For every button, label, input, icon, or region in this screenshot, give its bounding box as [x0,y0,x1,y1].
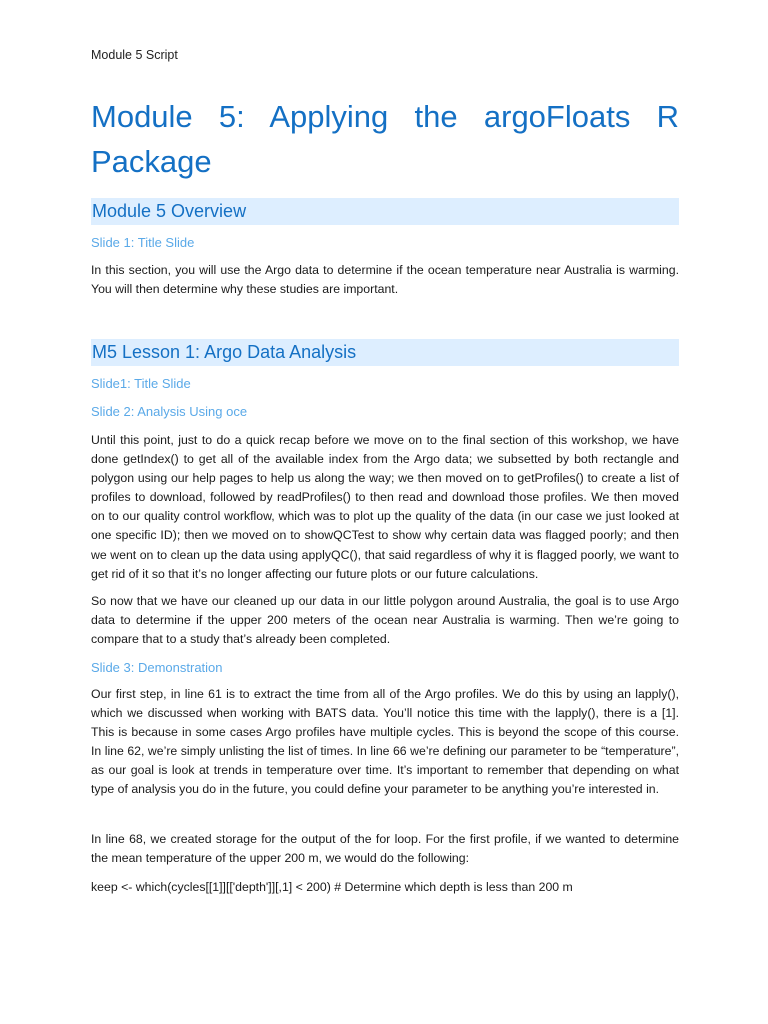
slide-heading-lesson1-slide2: Slide 2: Analysis Using oce [91,404,248,419]
slide-heading-overview-slide1: Slide 1: Title Slide [91,235,195,250]
lesson1-paragraph-storage: In line 68, we created storage for the output of the for loop. For the first profile, if we wanted to determine the mean temperature of the upper 200 m, we would do the following: [91,832,679,866]
lesson1-paragraph-goal: So now that we have our cleaned up our data in our little polygon around Australia, the goal is to use Argo data to determine if the upper 200 meters of the ocean near Australia is warming. Then we’re going to compare that to a study that’s already been completed. [91,594,679,647]
section-heading-overview: Module 5 Overview [91,198,679,225]
running-header: Module 5 Script [91,48,178,62]
slide-heading-lesson1-slide1: Slide1: Title Slide [91,376,191,391]
slide-heading-lesson1-slide3: Slide 3: Demonstration [91,660,223,675]
section-heading-lesson1: M5 Lesson 1: Argo Data Analysis [91,339,679,366]
code-line-keep: keep <- which(cycles[[1]][['depth']][,1] < 200) # Determine which depth is less than 200 m [91,880,573,894]
overview-paragraph: In this section, you will use the Argo data to determine if the ocean temperature near Australia is warming. You will then determine why these studies are important. [91,263,679,297]
page-title: Module 5: Applying the argoFloats R Package [91,99,679,179]
lesson1-paragraph-recap: Until this point, just to do a quick recap before we move on to the final section of this workshop, we have done getIndex() to get all of the available index from the Argo data; we subsetted by both rectangle and polygon using our help pages to help us along the way; we then moved on to getProfiles() to create a list of profiles to download, followed by readProfiles() to then read and download those profiles. We then moved on to our quality control workflow, which was to plot up the quality of the data (in our case we just looked at one specific ID); then we moved on to showQCTest to show why certain data was flagged poorly; and then we went on to clean up the data using applyQC(), that said regardless of why it is flagged poorly, we want to get rid of it so that it’s no longer affecting our future plots or our future calculations. [91,433,679,581]
lesson1-paragraph-demonstration: Our first step, in line 61 is to extract the time from all of the Argo profiles. We do this by using an lapply(), which we discussed when working with BATS data. You’ll notice this time with the lapply(), there is a [1]. This is because in some cases Argo profiles have multiple cycles. This is beyond the scope of this course. In line 62, we’re simply unlisting the list of times. In line 66 we’re defining our parameter to be “temperature”, as our goal is look at trends in temperature over time. It’s important to remember that depending on what type of analysis you do in the future, you could define your parameter to be anything you’re interested in. [91,687,679,797]
